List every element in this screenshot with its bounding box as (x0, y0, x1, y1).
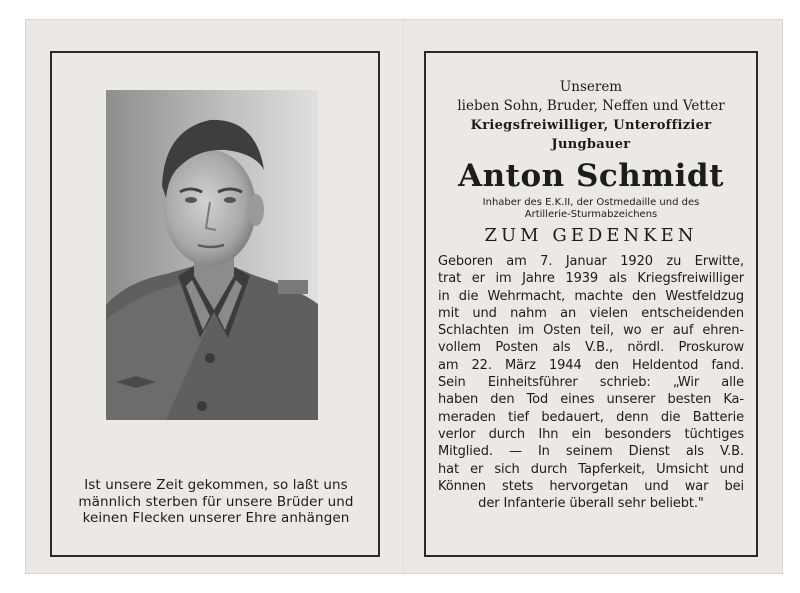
biography (438, 253, 744, 512)
biography-line: haben den Tod eines unserer besten Ka- (438, 392, 744, 408)
verse (66, 477, 366, 527)
biography-line: Sein Einheitsführer schrieb: „Wir alle (438, 375, 744, 391)
memorial-text (438, 78, 744, 512)
honors-line: Inhaber des E.K.II, der Ostmedaille und des (482, 197, 700, 208)
verse-line: männlich sterben für unsere Brüder und (78, 493, 354, 510)
occupation-line: Jungbauer (551, 137, 631, 152)
biography-line: verlor durch Ihn ein besonders tüchtiges (438, 426, 744, 442)
verse-line: keinen Flecken unserer Ehre anhängen (82, 510, 350, 526)
deceased-name: Anton Schmidt (458, 158, 724, 194)
biography-line: der Infanterie überall sehr beliebt." (478, 496, 704, 512)
portrait-photo (106, 90, 318, 420)
honors (438, 197, 744, 221)
biography-line: mit und nahm an vielen entscheidenden (438, 305, 744, 321)
biography-line: in die Wehrmacht, machte den Westfeldzug (438, 288, 744, 304)
honors-line: Artillerie-Sturmabzeichens (524, 209, 658, 220)
card-fold (403, 20, 405, 573)
biography-line: Geboren am 7. Januar 1920 zu Erwitte, (438, 254, 744, 269)
memorial-heading: ZUM GEDENKEN (484, 225, 698, 246)
biography-line: Können stets hervorgetan und war bei (438, 478, 744, 494)
biography-line: vollem Posten als V.B., nördl. Proskurow (438, 340, 744, 356)
biography-line: hat er sich durch Tapferkeit, Umsicht und (438, 461, 744, 477)
biography-line: Mitglied. — In seinem Dienst als V.B. (438, 444, 744, 460)
dedication-line: Unserem (559, 79, 623, 95)
biography-line: Schlachten im Osten teil, wo er auf ehren- (438, 323, 744, 339)
verse-line: Ist unsere Zeit gekommen, so laßt uns (84, 477, 348, 493)
family-line: lieben Sohn, Bruder, Neffen und Vetter (457, 98, 725, 114)
memorial-card (26, 20, 782, 573)
biography-line: trat er im Jahre 1939 als Kriegsfreiwilliger (438, 271, 744, 287)
rank-line: Kriegsfreiwilliger, Unteroffizier (470, 118, 712, 133)
biography-line: meraden tief bedauert, denn die Batterie (438, 409, 744, 425)
biography-line: am 22. März 1944 den Heldentod fand. (438, 357, 744, 373)
